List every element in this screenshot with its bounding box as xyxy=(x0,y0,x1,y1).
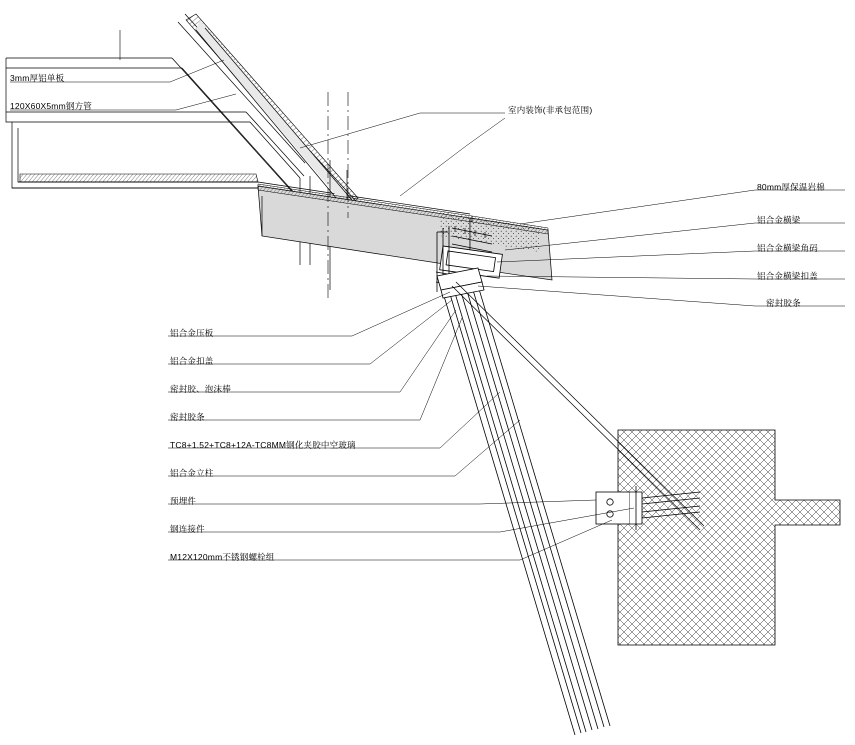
label-alum-transom: 铝合金横梁 xyxy=(757,215,801,225)
label-steel-tube: 120X60X5mm钢方管 xyxy=(10,101,92,111)
label-sealant-foam-rod: 密封胶、泡沫棒 xyxy=(170,384,231,394)
label-transom-cover: 铝合金横梁扣盖 xyxy=(757,271,818,281)
leader-lines-left-list xyxy=(168,292,634,560)
curtain-wall-mullion xyxy=(441,279,610,735)
label-alum-mullion: 铝合金立柱 xyxy=(170,468,214,478)
label-aluminum-panel: 3mm厚铝单板 xyxy=(10,73,65,83)
mullion-head-cap xyxy=(437,268,484,298)
label-rock-wool: 80mm厚保温岩棉 xyxy=(757,182,825,192)
ceiling-slab xyxy=(196,28,352,290)
label-interior-finish: 室内装饰(非承包范围) xyxy=(508,105,593,115)
label-alum-cover: 铝合金扣盖 xyxy=(170,356,214,366)
concrete-wall xyxy=(618,430,840,645)
ceiling-cavity xyxy=(196,20,352,212)
label-embedded-part: 预埋件 xyxy=(170,496,197,506)
label-stainless-bolt: M12X120mm不锈钢螺栓组 xyxy=(170,552,275,562)
label-transom-bracket: 铝合金横梁角码 xyxy=(757,243,818,253)
label-alum-pressure-plate: 铝合金压板 xyxy=(170,328,214,338)
label-sealing-strip-left: 密封胶条 xyxy=(170,412,205,422)
label-glass-spec: TC8+1.52+TC8+12A-TC8MM钢化夹胶中空玻璃 xyxy=(170,440,356,450)
label-sealing-strip-right: 密封胶条 xyxy=(766,298,801,308)
label-steel-connector: 钢连接件 xyxy=(170,524,205,534)
